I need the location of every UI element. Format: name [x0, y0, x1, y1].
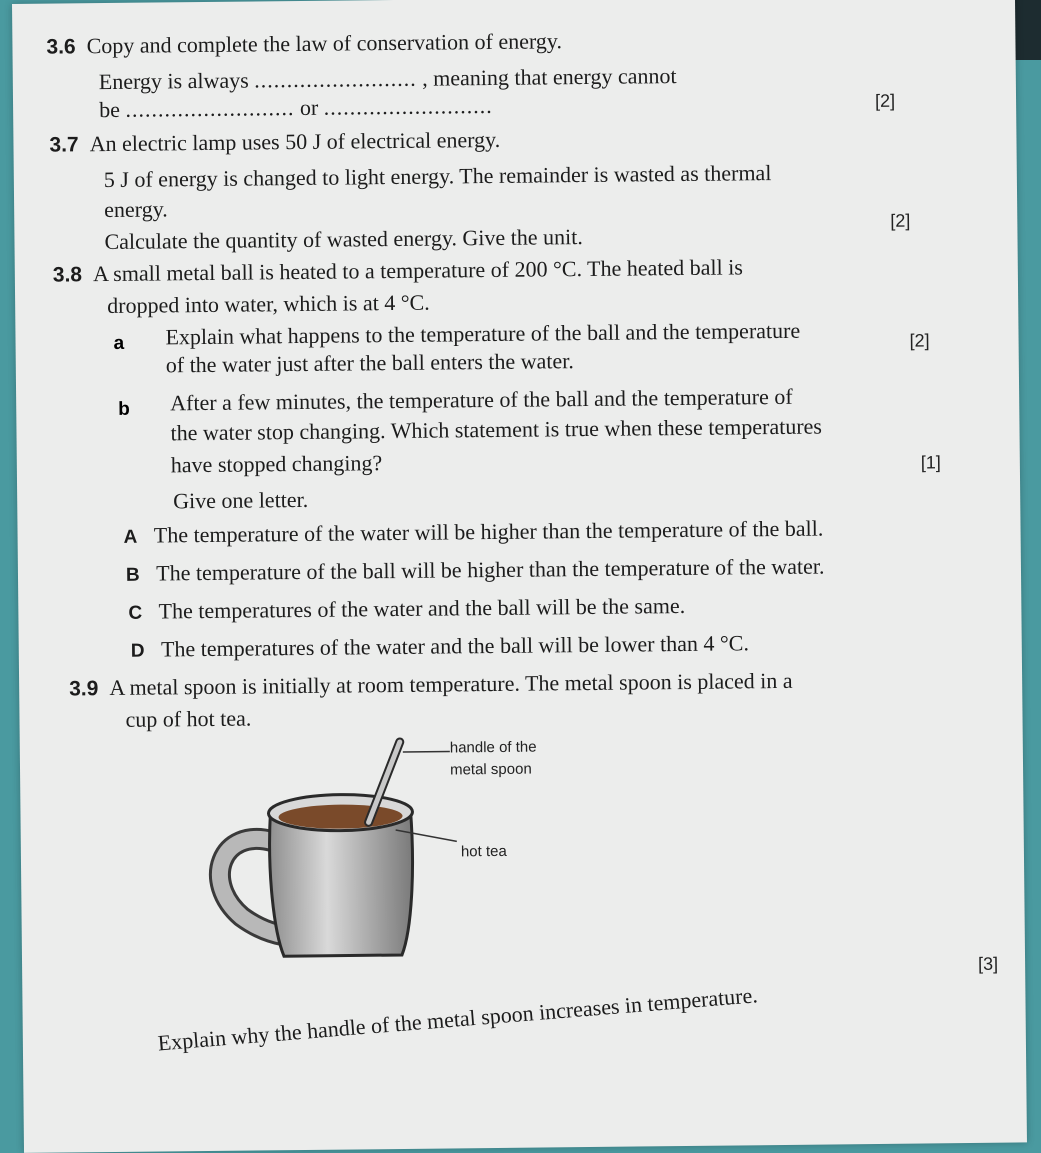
option-b	[126, 554, 825, 587]
answer-blank-3: ..........................	[323, 92, 493, 120]
option-text: The temperatures of the water and the ball will be the same.	[158, 592, 686, 624]
part-b-instruction: Give one letter.	[173, 486, 309, 514]
question-number: 3.6	[46, 35, 76, 59]
question-3-6-prompt	[46, 28, 562, 59]
part-b-letter: b	[118, 398, 130, 420]
answer-blank-2: ..........................	[125, 95, 295, 122]
question-number: 3.9	[69, 677, 99, 701]
question-3-7-line1	[49, 127, 500, 158]
text: , meaning that energy cannot	[422, 63, 677, 91]
option-letter: A	[123, 526, 138, 548]
label-handle-line2: metal spoon	[449, 760, 532, 779]
question-number: 3.7	[49, 133, 79, 157]
part-a-line2: of the water just after the ball enters the water.	[165, 348, 574, 378]
text: or	[299, 94, 319, 120]
option-letter: D	[130, 640, 145, 662]
worksheet-page	[12, 0, 1027, 1153]
part-b-line2: the water stop changing. Which statement is true when these temperatures	[170, 413, 823, 446]
text: Energy is always	[98, 67, 249, 95]
label-hot-tea: hot tea	[460, 842, 507, 861]
question-text: A small metal ball is heated to a temperature of 200 °C. The heated ball is	[92, 254, 744, 287]
question-3-9-line2: cup of hot tea.	[125, 705, 252, 732]
text: be	[98, 96, 121, 123]
question-text: Copy and complete the law of conservation of energy.	[86, 28, 563, 59]
question-text: A metal spoon is initially at room temperature. The metal spoon is placed in a	[109, 667, 793, 701]
question-3-7-line3: energy.	[104, 196, 168, 223]
part-a-letter: a	[113, 332, 125, 354]
marks-3-6: [2]	[874, 90, 896, 111]
option-a	[123, 516, 823, 549]
part-a-line1: Explain what happens to the temperature of the ball and the temperature	[165, 317, 801, 350]
question-3-9-task: Explain why the handle of the metal spoon increases in temperature.	[156, 982, 759, 1056]
answer-blank-1: .........................	[254, 65, 417, 93]
label-handle-line1: handle of the	[449, 738, 537, 757]
option-c	[128, 593, 685, 625]
question-3-7-line4: Calculate the quantity of wasted energy. Give the unit.	[104, 224, 583, 255]
marks-3-8a: [2]	[909, 330, 930, 351]
option-letter: B	[125, 564, 140, 586]
option-letter: C	[128, 602, 143, 624]
question-text: An electric lamp uses 50 J of electrical energy.	[89, 126, 501, 157]
question-3-9-line1	[69, 668, 793, 702]
option-text: The temperature of the ball will be higher than the temperature of the water.	[156, 553, 825, 586]
question-3-8-line2: dropped into water, which is at 4 °C.	[107, 289, 430, 319]
marks-3-9: [3]	[978, 953, 999, 974]
marks-3-7: [2]	[890, 210, 911, 231]
question-3-7-line2: 5 J of energy is changed to light energy. The remainder is wasted as thermal	[103, 160, 772, 193]
part-b-line1: After a few minutes, the temperature of the ball and the temperature of	[170, 383, 793, 416]
option-text: The temperature of the water will be higher than the temperature of the ball.	[153, 515, 824, 548]
option-text: The temperatures of the water and the ball will be lower than 4 °C.	[160, 630, 750, 662]
option-d	[131, 630, 749, 662]
part-b-line3: have stopped changing?	[170, 450, 383, 478]
question-3-8-line1	[53, 254, 743, 287]
question-3-6-line1	[99, 63, 677, 95]
marks-3-8b: [1]	[920, 452, 941, 473]
question-number: 3.8	[52, 263, 83, 287]
question-3-6-line2	[99, 93, 493, 123]
